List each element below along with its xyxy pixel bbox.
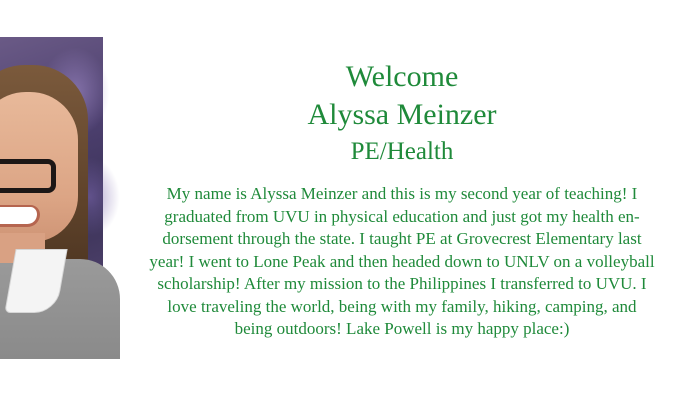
- bio-line: love traveling the world, being with my family, hiking, camping, and: [167, 296, 637, 316]
- bio-line: My name is Alyssa Meinzer and this is my second year of teaching! I: [166, 184, 638, 203]
- photo-smile: [0, 205, 40, 227]
- photo-glasses: [0, 159, 56, 193]
- bio-line: scholarship! After my mission to the Philippines I transferred to UVU. I: [157, 274, 647, 293]
- subject-title: PE/Health: [350, 138, 454, 165]
- bio-paragraph: [113, 183, 691, 341]
- portrait-photo: [0, 37, 103, 342]
- bio-line: being outdoors! Lake Powell is my happy place:): [234, 319, 570, 338]
- bio-line: graduated from UVU in physical education and just got my health en-: [164, 206, 640, 226]
- bio-line: dorsement through the state. I taught PE at Grovecrest Elementary last: [162, 229, 642, 248]
- welcome-heading: Welcome: [345, 60, 459, 93]
- bio-line: year! I went to Lone Peak and then headed down to UNLV on a volleyball: [149, 251, 655, 271]
- teacher-name: Alyssa Meinzer: [307, 98, 497, 131]
